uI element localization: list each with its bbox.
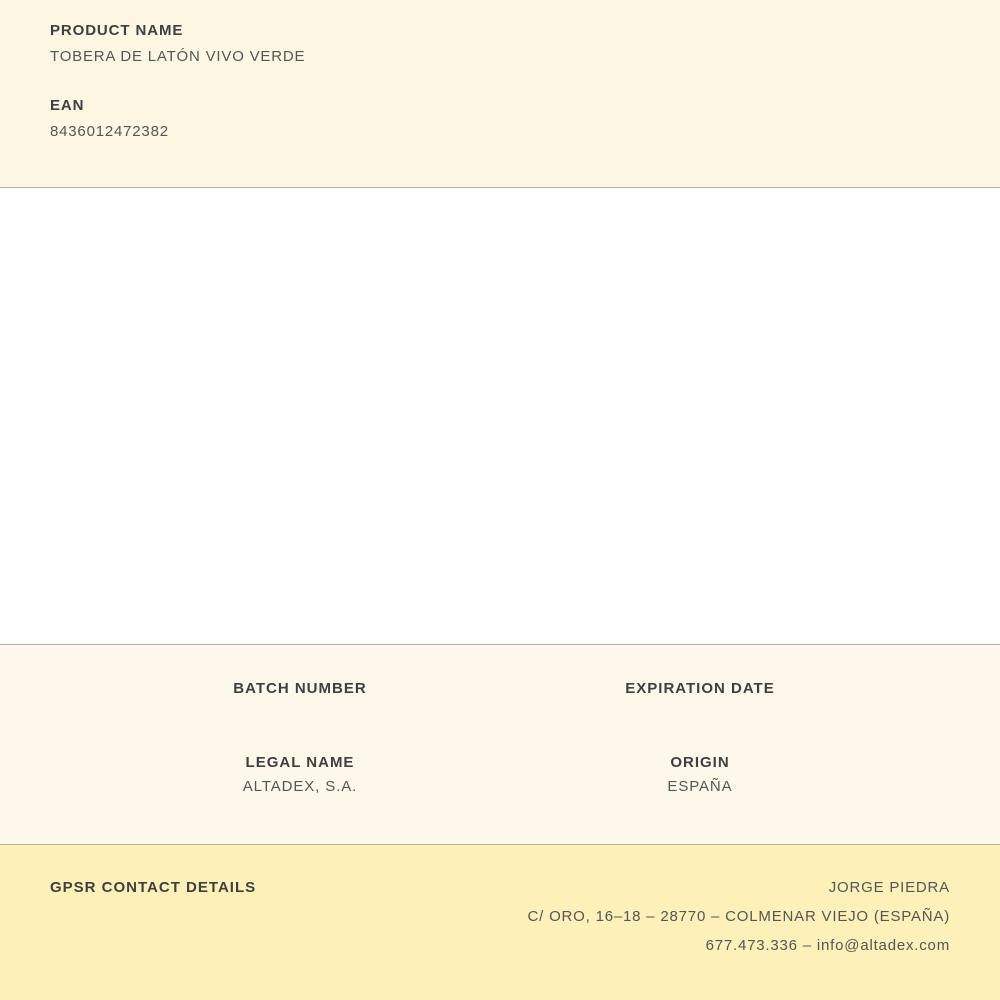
expiration-date-field — [550, 680, 850, 721]
product-image-area — [0, 188, 1000, 645]
legal-name-label: LEGAL NAME — [245, 754, 355, 771]
origin-label: ORIGIN — [670, 754, 730, 771]
product-name-field — [50, 22, 950, 65]
batch-number-field — [150, 680, 450, 721]
gpsr-contact-block — [528, 879, 950, 954]
legal-name-value: ALTADEX, S.A. — [242, 778, 358, 795]
ean-label: EAN — [50, 97, 85, 114]
info-row-legal — [0, 721, 1000, 795]
ean-value: 8436012472382 — [50, 123, 169, 140]
product-info-band — [0, 645, 1000, 845]
product-header — [0, 0, 1000, 188]
gpsr-contact-address: C/ ORO, 16–18 – 28770 – COLMENAR VIEJO (ESPAÑA) — [527, 908, 950, 925]
batch-number-label: BATCH NUMBER — [233, 680, 367, 697]
gpsr-title: GPSR CONTACT DETAILS — [50, 879, 257, 896]
info-row-batch — [0, 645, 1000, 721]
gpsr-contact-phone-email: 677.473.336 – info@altadex.com — [705, 937, 950, 954]
gpsr-footer — [0, 845, 1000, 1000]
product-name-label: PRODUCT NAME — [50, 22, 184, 39]
product-name-value: TOBERA DE LATÓN VIVO VERDE — [50, 48, 306, 65]
origin-field — [550, 754, 850, 795]
ean-field — [50, 97, 950, 140]
origin-value: ESPAÑA — [667, 778, 733, 795]
expiration-date-value — [550, 704, 850, 721]
expiration-date-label: EXPIRATION DATE — [625, 680, 775, 697]
legal-name-field — [150, 754, 450, 795]
gpsr-contact-name: JORGE PIEDRA — [828, 879, 950, 896]
batch-number-value — [150, 704, 450, 721]
